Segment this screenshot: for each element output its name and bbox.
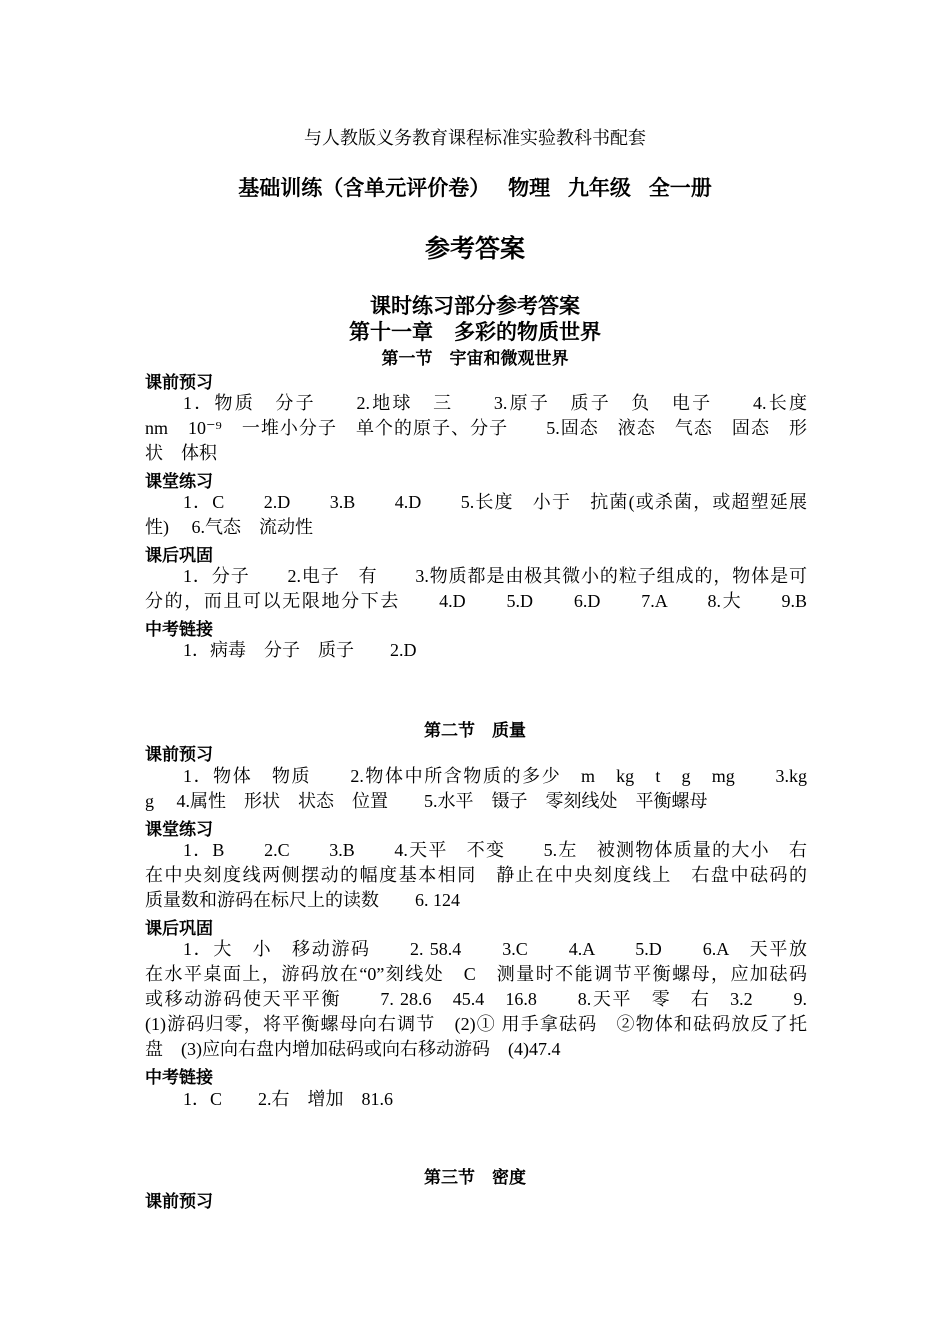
answer-line: 1．大 小 移动游码 2. 58.4 3.C 4.A 5.D 6.A 天平放 xyxy=(183,939,807,959)
block-heading: 课前预习 xyxy=(145,745,213,765)
book-title: 基础训练（含单元评价卷） 物理 九年级 全一册 xyxy=(238,176,712,200)
answer-line: 性) 6.气态 流动性 xyxy=(145,517,313,537)
chapter-title: 第十一章 多彩的物质世界 xyxy=(349,320,601,344)
answer-line: 1．病毒 分子 质子 2.D xyxy=(183,640,417,660)
block-heading: 中考链接 xyxy=(145,620,213,640)
answer-line: 在水平桌面上，游码放在“0”刻线处 C 测量时不能调节平衡螺母，应加砝码 xyxy=(145,964,807,984)
block-heading: 课堂练习 xyxy=(145,472,213,492)
answer-line: 状 体积 xyxy=(145,443,217,463)
answer-line: 1．C 2.D 3.B 4.D 5.长度 小于 抗菌(或杀菌，或超塑延展 xyxy=(183,492,807,512)
answer-line: 盘 (3)应向右盘内增加砝码或向右移动游码 (4)47.4 xyxy=(145,1039,561,1059)
block-heading: 课前预习 xyxy=(145,1192,213,1212)
answer-line: 质量数和游码在标尺上的读数 6. 124 xyxy=(145,890,460,910)
answer-line: (1)游码归零，将平衡螺母向右调节 (2)① 用手拿砝码 ②物体和砝码放反了托 xyxy=(145,1014,807,1034)
section-title: 第二节 质量 xyxy=(424,721,526,741)
answer-line: 1．物质 分子 2.地球 三 3.原子 质子 负 电子 4.长度 xyxy=(183,393,807,413)
answer-line: 在中央刻度线两侧摆动的幅度基本相同 静止在中央刻度线上 右盘中砝码的 xyxy=(145,865,807,885)
answer-line: 或移动游码使天平平衡 7. 28.6 45.4 16.8 8.天平 零 右 3.2 9. xyxy=(145,989,807,1009)
page-title: 参考答案 xyxy=(424,234,525,263)
answer-line: 1．B 2.C 3.B 4.天平 不变 5.左 被测物体质量的大小 右 xyxy=(183,840,807,860)
block-heading: 课前预习 xyxy=(145,373,213,393)
block-heading: 课堂练习 xyxy=(145,820,213,840)
answer-line: 1．分子 2.电子 有 3.物质都是由极其微小的粒子组成的，物体是可 xyxy=(183,566,807,586)
part-title: 课时练习部分参考答案 xyxy=(370,294,580,318)
answer-line: 1．物体 物质 2.物体中所含物质的多少 m kg t g mg 3.kg xyxy=(183,766,807,786)
answer-line: 1．C 2.右 增加 81.6 xyxy=(183,1089,394,1109)
answer-line: g 4.属性 形状 状态 位置 5.水平 镊子 零刻线处 平衡螺母 xyxy=(145,791,708,811)
block-heading: 课后巩固 xyxy=(145,546,213,566)
series-subtitle: 与人教版义务教育课程标准实验教科书配套 xyxy=(304,128,646,148)
section-title: 第一节 宇宙和微观世界 xyxy=(381,349,569,369)
section-title: 第三节 密度 xyxy=(424,1168,526,1188)
block-heading: 中考链接 xyxy=(145,1068,213,1088)
block-heading: 课后巩固 xyxy=(145,919,213,939)
answer-line: nm 10⁻⁹ 一堆小分子 单个的原子、分子 5.固态 液态 气态 固态 形 xyxy=(145,418,807,438)
answer-line: 分的，而且可以无限地分下去 4.D 5.D 6.D 7.A 8.大 9.B xyxy=(145,591,807,611)
